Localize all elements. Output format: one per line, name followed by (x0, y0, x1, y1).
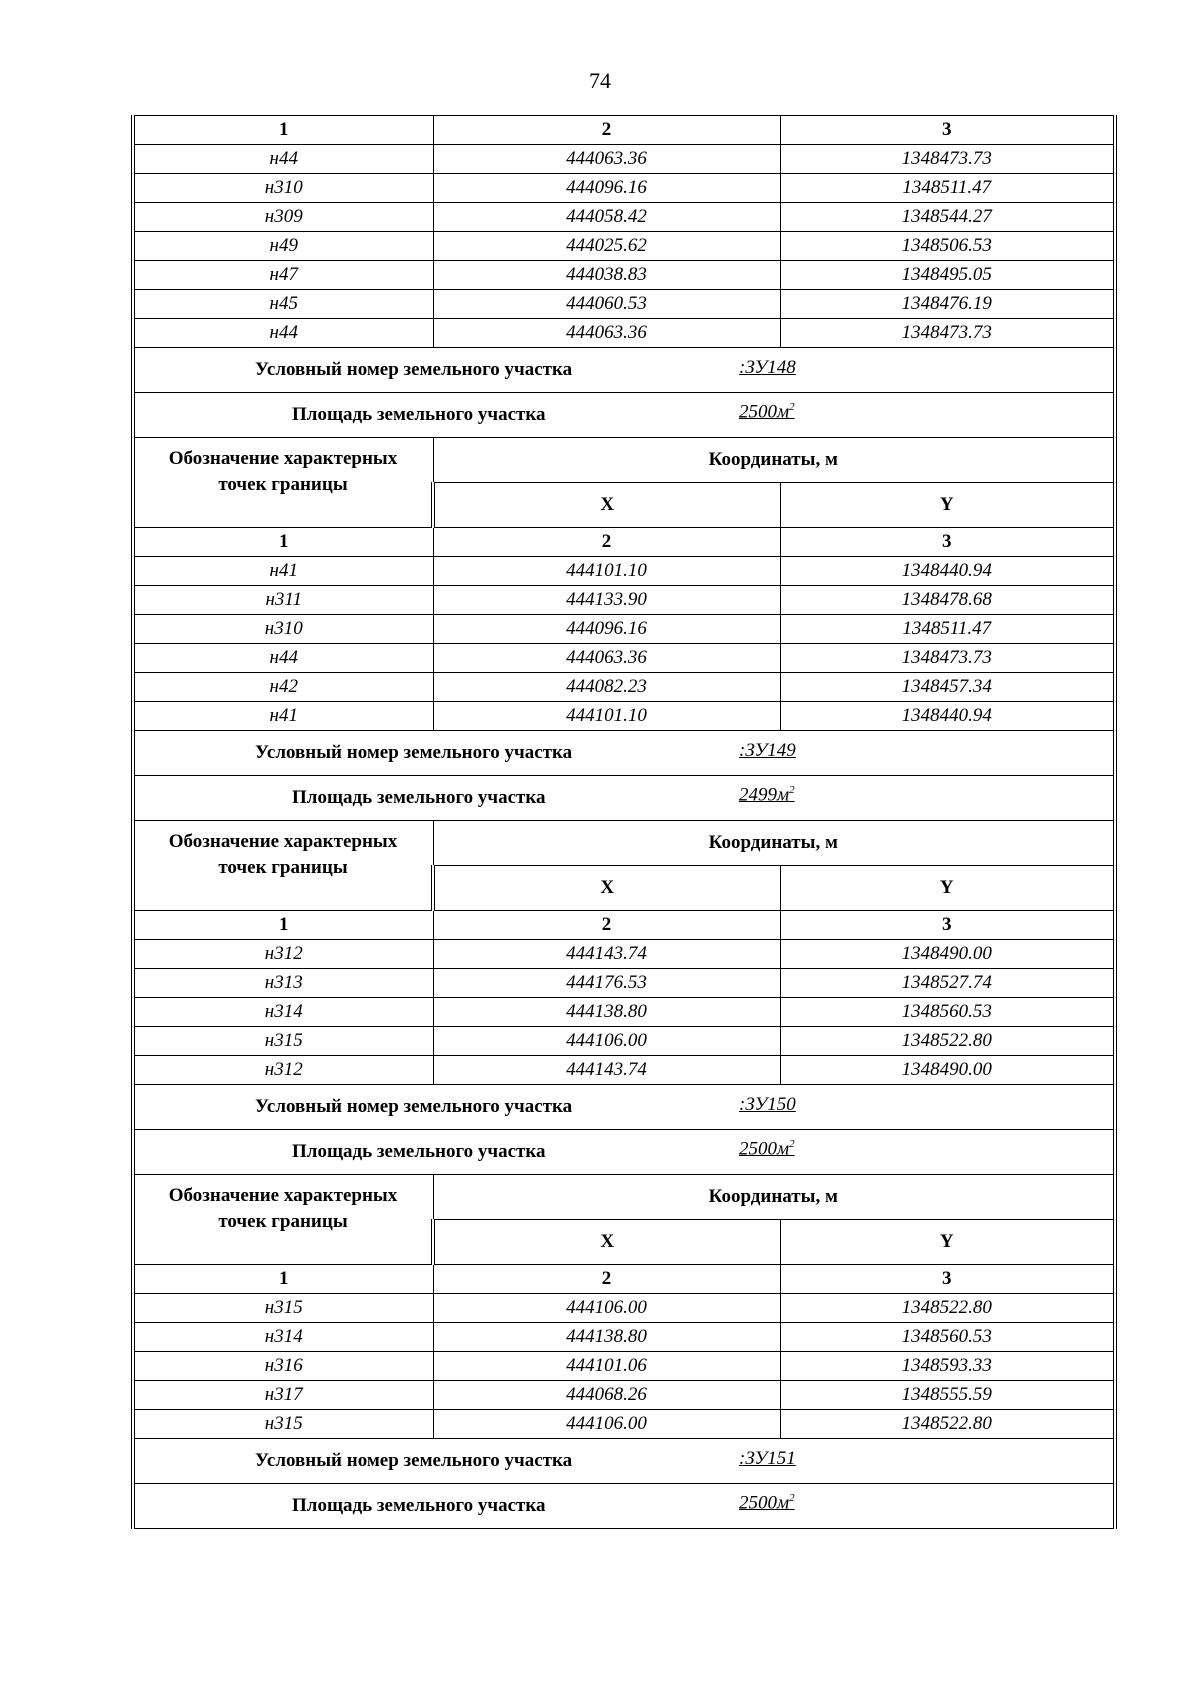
x-header: X (433, 1220, 780, 1265)
area-unit-superscript: 2 (789, 1138, 795, 1150)
table-row (133, 702, 1115, 731)
area-cell (133, 1130, 1115, 1175)
y-coordinate: 1348473.73 (780, 145, 1115, 174)
area-value (739, 1138, 795, 1160)
coordinates-table-body (133, 116, 1115, 1529)
area-label: Площадь земельного участка (292, 787, 546, 808)
column-number-1: 1 (133, 528, 433, 557)
x-coordinate: 444063.36 (433, 319, 780, 348)
x-coordinate: 444106.00 (433, 1410, 780, 1439)
cad-number-value-text: :ЗУ150 (739, 1094, 796, 1115)
cad-number-cell (133, 731, 1115, 776)
table-row (133, 261, 1115, 290)
y-coordinate: 1348522.80 (780, 1410, 1115, 1439)
y-header: Y (780, 1220, 1115, 1265)
point-name: н312 (133, 1056, 433, 1085)
x-coordinate: 444063.36 (433, 644, 780, 673)
coordinates-header: Координаты, м (433, 821, 1115, 866)
point-name: н314 (133, 1323, 433, 1352)
y-header: Y (780, 483, 1115, 528)
table-row (133, 557, 1115, 586)
table-row (133, 673, 1115, 702)
column-number-2: 2 (433, 528, 780, 557)
x-coordinate: 444063.36 (433, 145, 780, 174)
table-row (133, 1323, 1115, 1352)
x-coordinate: 444025.62 (433, 232, 780, 261)
point-name: н310 (133, 615, 433, 644)
column-number-row (133, 528, 1115, 557)
cad-number-row (133, 348, 1115, 393)
point-name: н309 (133, 203, 433, 232)
y-coordinate: 1348495.05 (780, 261, 1115, 290)
x-coordinate: 444133.90 (433, 586, 780, 615)
column-number-2: 2 (433, 911, 780, 940)
table-row (133, 290, 1115, 319)
point-name: н49 (133, 232, 433, 261)
y-coordinate: 1348527.74 (780, 969, 1115, 998)
y-coordinate: 1348490.00 (780, 1056, 1115, 1085)
point-designation-header: Обозначение характерных точек границы (133, 438, 433, 528)
column-number-row (133, 911, 1115, 940)
cad-number-cell (133, 348, 1115, 393)
column-number-3: 3 (780, 1265, 1115, 1294)
x-coordinate: 444143.74 (433, 1056, 780, 1085)
y-coordinate: 1348560.53 (780, 998, 1115, 1027)
x-coordinate: 444138.80 (433, 998, 780, 1027)
point-name: н316 (133, 1352, 433, 1381)
x-coordinate: 444060.53 (433, 290, 780, 319)
y-coordinate: 1348593.33 (780, 1352, 1115, 1381)
area-cell (133, 1484, 1115, 1529)
point-name: н45 (133, 290, 433, 319)
table-row (133, 969, 1115, 998)
x-coordinate: 444101.10 (433, 557, 780, 586)
table-row (133, 1056, 1115, 1085)
point-name: н315 (133, 1027, 433, 1056)
area-row (133, 776, 1115, 821)
x-coordinate: 444058.42 (433, 203, 780, 232)
point-name: н41 (133, 702, 433, 731)
table-row (133, 203, 1115, 232)
table-row (133, 174, 1115, 203)
table-row (133, 615, 1115, 644)
y-coordinate: 1348511.47 (780, 615, 1115, 644)
x-coordinate: 444082.23 (433, 673, 780, 702)
cad-number-value (739, 1448, 796, 1470)
point-name: н313 (133, 969, 433, 998)
y-coordinate: 1348522.80 (780, 1294, 1115, 1323)
x-coordinate: 444106.00 (433, 1294, 780, 1323)
x-coordinate: 444138.80 (433, 1323, 780, 1352)
y-coordinate: 1348478.68 (780, 586, 1115, 615)
page-number: 74 (589, 68, 611, 93)
area-label: Площадь земельного участка (292, 404, 546, 425)
y-coordinate: 1348440.94 (780, 557, 1115, 586)
table-row (133, 940, 1115, 969)
area-value-text: 2499м (739, 784, 790, 806)
cad-number-value (739, 357, 796, 379)
point-name: н44 (133, 644, 433, 673)
area-unit-superscript: 2 (789, 784, 795, 796)
y-coordinate: 1348522.80 (780, 1027, 1115, 1056)
x-coordinate: 444143.74 (433, 940, 780, 969)
area-label: Площадь земельного участка (292, 1141, 546, 1162)
column-number-1: 1 (133, 911, 433, 940)
point-name: н44 (133, 145, 433, 174)
cad-number-label: Условный номер земельного участка (255, 359, 573, 380)
table-row (133, 1027, 1115, 1056)
cad-number-value-text: :ЗУ148 (739, 357, 796, 378)
x-coordinate: 444101.06 (433, 1352, 780, 1381)
coordinates-table (131, 115, 1117, 1529)
cad-number-value-text: :ЗУ151 (739, 1448, 796, 1469)
table-row (133, 145, 1115, 174)
column-number-row (133, 1265, 1115, 1294)
x-coordinate: 444176.53 (433, 969, 780, 998)
column-number-2: 2 (433, 1265, 780, 1294)
x-header: X (433, 483, 780, 528)
table-row (133, 644, 1115, 673)
y-coordinate: 1348473.73 (780, 644, 1115, 673)
point-name: н315 (133, 1410, 433, 1439)
y-coordinate: 1348490.00 (780, 940, 1115, 969)
point-name: н315 (133, 1294, 433, 1323)
area-value-text: 2500м (739, 1138, 790, 1160)
x-coordinate: 444096.16 (433, 174, 780, 203)
table-row (133, 1294, 1115, 1323)
table-row (133, 232, 1115, 261)
cad-number-value (739, 740, 796, 762)
coordinates-header-row (133, 1175, 1115, 1220)
column-number-1: 1 (133, 1265, 433, 1294)
area-row (133, 1484, 1115, 1529)
cad-number-label: Условный номер земельного участка (255, 742, 573, 763)
area-cell (133, 393, 1115, 438)
area-value (739, 1492, 795, 1514)
cad-number-row (133, 1439, 1115, 1484)
y-coordinate: 1348476.19 (780, 290, 1115, 319)
y-coordinate: 1348457.34 (780, 673, 1115, 702)
y-coordinate: 1348506.53 (780, 232, 1115, 261)
coordinates-header: Координаты, м (433, 438, 1115, 483)
coordinates-header: Координаты, м (433, 1175, 1115, 1220)
area-value (739, 784, 795, 806)
column-number-row (133, 116, 1115, 145)
column-number-1: 1 (133, 116, 433, 145)
coordinates-header-row (133, 438, 1115, 483)
cad-number-label: Условный номер земельного участка (255, 1096, 573, 1117)
point-designation-header: Обозначение характерных точек границы (133, 1175, 433, 1265)
x-header: X (433, 866, 780, 911)
table-row (133, 319, 1115, 348)
area-unit-superscript: 2 (789, 401, 795, 413)
cad-number-value (739, 1094, 796, 1116)
x-coordinate: 444038.83 (433, 261, 780, 290)
table-row (133, 1410, 1115, 1439)
area-label: Площадь земельного участка (292, 1495, 546, 1516)
point-name: н317 (133, 1381, 433, 1410)
y-coordinate: 1348560.53 (780, 1323, 1115, 1352)
x-coordinate: 444106.00 (433, 1027, 780, 1056)
point-name: н47 (133, 261, 433, 290)
table-row (133, 586, 1115, 615)
cad-number-row (133, 731, 1115, 776)
area-value-text: 2500м (739, 401, 790, 423)
point-designation-header: Обозначение характерных точек границы (133, 821, 433, 911)
point-name: н310 (133, 174, 433, 203)
x-coordinate: 444101.10 (433, 702, 780, 731)
cad-number-row (133, 1085, 1115, 1130)
point-name: н314 (133, 998, 433, 1027)
area-value-text: 2500м (739, 1492, 790, 1514)
x-coordinate: 444068.26 (433, 1381, 780, 1410)
y-coordinate: 1348440.94 (780, 702, 1115, 731)
area-unit-superscript: 2 (789, 1492, 795, 1504)
y-header: Y (780, 866, 1115, 911)
column-number-2: 2 (433, 116, 780, 145)
column-number-3: 3 (780, 911, 1115, 940)
y-coordinate: 1348555.59 (780, 1381, 1115, 1410)
y-coordinate: 1348544.27 (780, 203, 1115, 232)
point-name: н42 (133, 673, 433, 702)
cad-number-value-text: :ЗУ149 (739, 740, 796, 761)
area-cell (133, 776, 1115, 821)
area-row (133, 393, 1115, 438)
y-coordinate: 1348473.73 (780, 319, 1115, 348)
area-row (133, 1130, 1115, 1175)
cad-number-cell (133, 1439, 1115, 1484)
coordinates-header-row (133, 821, 1115, 866)
point-name: н312 (133, 940, 433, 969)
y-coordinate: 1348511.47 (780, 174, 1115, 203)
column-number-3: 3 (780, 528, 1115, 557)
table-row (133, 998, 1115, 1027)
cad-number-cell (133, 1085, 1115, 1130)
point-name: н44 (133, 319, 433, 348)
point-name: н311 (133, 586, 433, 615)
column-number-3: 3 (780, 116, 1115, 145)
point-name: н41 (133, 557, 433, 586)
table-row (133, 1352, 1115, 1381)
table-row (133, 1381, 1115, 1410)
cad-number-label: Условный номер земельного участка (255, 1450, 573, 1471)
area-value (739, 401, 795, 423)
x-coordinate: 444096.16 (433, 615, 780, 644)
